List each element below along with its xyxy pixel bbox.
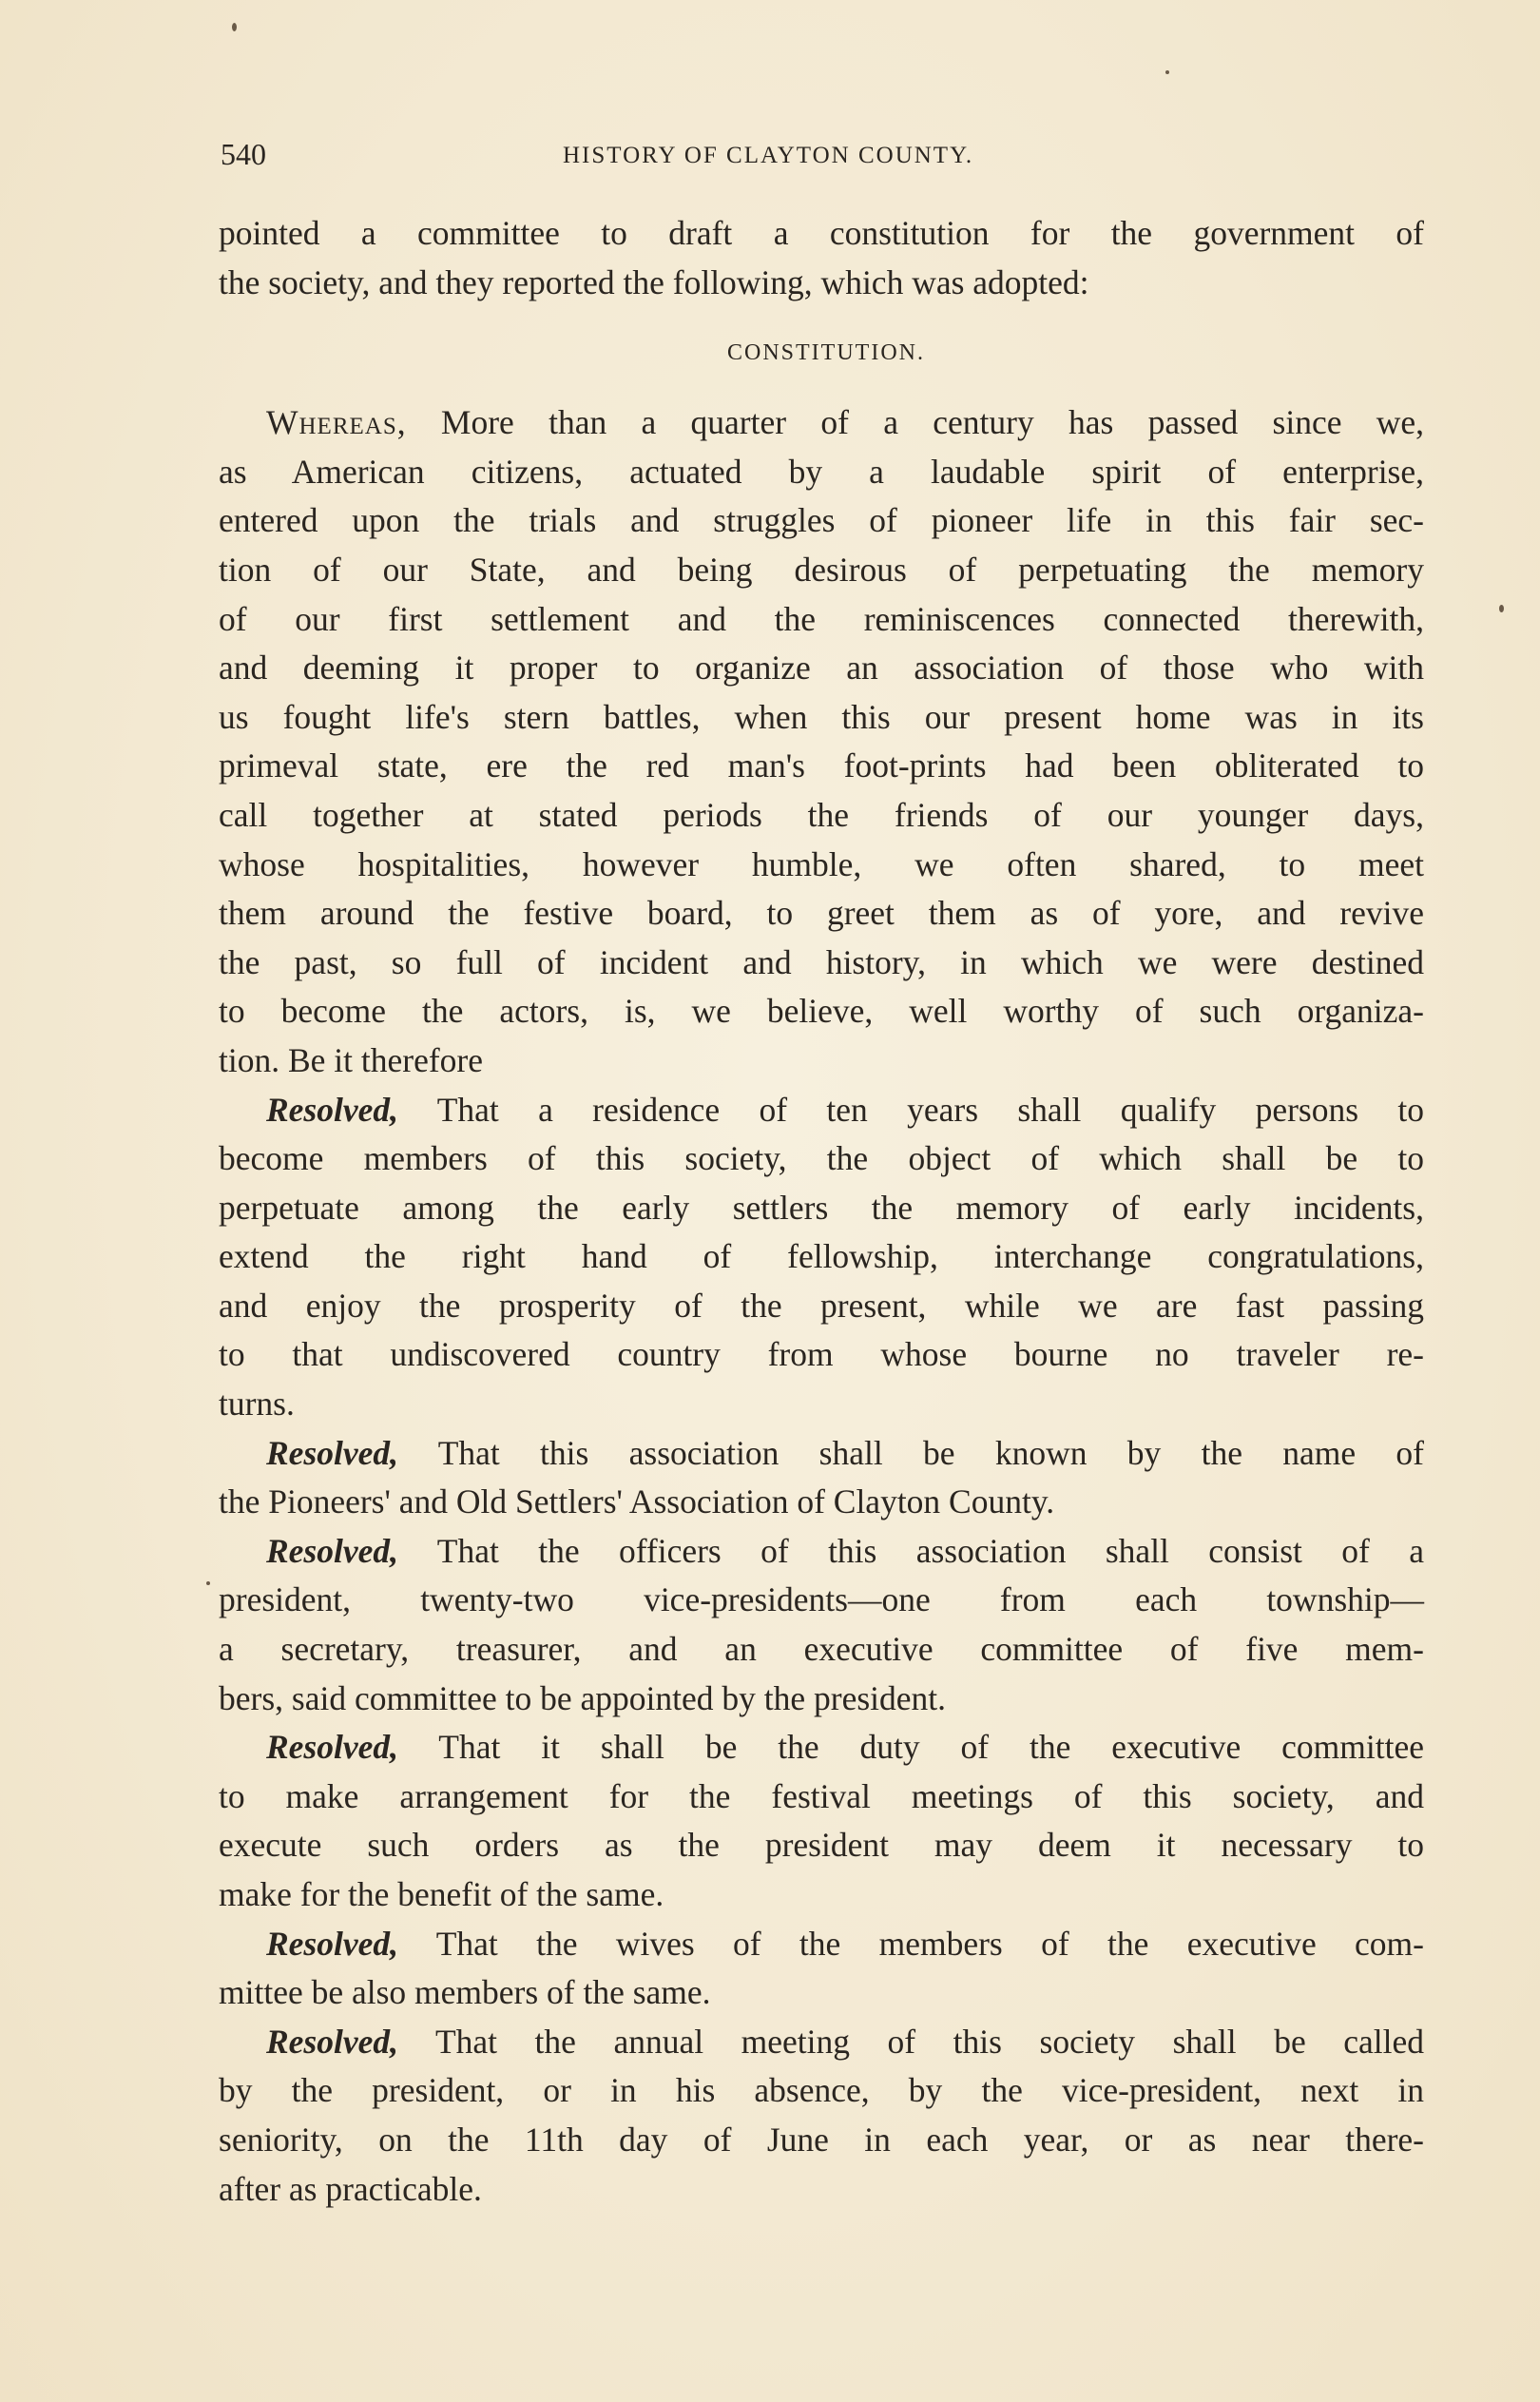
body-text bbox=[219, 209, 1424, 2214]
whereas-first-line-text: More than a quarter of a century has passed since we, bbox=[440, 403, 1425, 442]
whereas-line: of our first settlement and the reminiscences connected therewith, bbox=[219, 599, 1424, 638]
resolution-line: bers, said committee to be appointed by the president. bbox=[219, 1678, 947, 1717]
page-number: 540 bbox=[221, 137, 266, 171]
print-speck bbox=[206, 1581, 210, 1585]
resolution-line: mittee be also members of the same. bbox=[219, 1973, 711, 2012]
resolution-line: to make arrangement for the festival meetings of this society, and bbox=[219, 1776, 1424, 1815]
whereas-line: whose hospitalities, however humble, we often shared, to meet bbox=[219, 844, 1424, 883]
resolution-line: a secretary, treasurer, and an executive committee of five mem- bbox=[219, 1630, 1424, 1669]
whereas-line: tion. Be it therefore bbox=[219, 1040, 483, 1079]
resolution-line: perpetuate among the early settlers the memory of early incidents, bbox=[219, 1188, 1424, 1227]
resolution-line: extend the right hand of fellowship, interchange congratulations, bbox=[219, 1237, 1424, 1276]
print-speck bbox=[232, 23, 237, 31]
resolution-first-line bbox=[219, 2018, 1424, 2067]
resolution-line: and enjoy the prosperity of the present, while we are fast passing bbox=[219, 1286, 1424, 1325]
whereas-line: to become the actors, is, we believe, well worthy of such organiza- bbox=[219, 992, 1424, 1031]
whereas-line: as American citizens, actuated by a laudable spirit of enterprise, bbox=[219, 452, 1424, 491]
whereas-line: call together at stated periods the friends of our younger days, bbox=[219, 795, 1424, 834]
resolution-first-line bbox=[219, 1086, 1424, 1135]
resolution-line: turns. bbox=[219, 1385, 295, 1424]
resolved-label: Resolved, bbox=[266, 1090, 399, 1129]
print-speck bbox=[1499, 605, 1504, 612]
running-head: HISTORY OF CLAYTON COUNTY. bbox=[563, 143, 974, 168]
resolution-line: by the president, or in his absence, by the vice-president, next in bbox=[219, 2071, 1424, 2110]
intro-line: pointed a committee to draft a constitution for the government of bbox=[219, 214, 1424, 252]
resolution-text: That this association shall be known by the name of bbox=[437, 1433, 1424, 1472]
print-speck bbox=[1165, 70, 1169, 74]
whereas-line: entered upon the trials and struggles of pioneer life in this fair sec- bbox=[219, 501, 1424, 540]
resolution-text: That it shall be the duty of the executive committee bbox=[438, 1728, 1424, 1767]
resolution-line: to that undiscovered country from whose bourne no traveler re- bbox=[219, 1335, 1424, 1374]
resolution-line: after as practicable. bbox=[219, 2169, 482, 2208]
whereas-line: tion of our State, and being desirous of perpetuating the memory bbox=[219, 550, 1424, 589]
resolution-line: execute such orders as the president may deem it necessary to bbox=[219, 1826, 1424, 1865]
resolution-line: seniority, on the 11th day of June in each year, or as near there- bbox=[219, 2120, 1424, 2159]
whereas-line: us fought life's stern battles, when this our present home was in its bbox=[219, 697, 1424, 736]
resolution-first-line bbox=[219, 1429, 1424, 1479]
page-header bbox=[221, 133, 1428, 181]
resolved-label: Resolved, bbox=[266, 1433, 399, 1472]
resolved-label: Resolved, bbox=[266, 1531, 399, 1570]
resolution-line: president, twenty-two vice-presidents—one from each township— bbox=[219, 1580, 1424, 1619]
section-heading: CONSTITUTION. bbox=[727, 340, 925, 366]
resolution-first-line bbox=[219, 1527, 1424, 1577]
whereas-line: the past, so full of incident and history, in which we were destined bbox=[219, 942, 1424, 981]
resolution-text: That the officers of this association shall consist of a bbox=[436, 1531, 1425, 1570]
whereas-first-line bbox=[219, 398, 1424, 448]
resolved-label: Resolved, bbox=[266, 1728, 399, 1767]
intro-line: the society, and they reported the following, which was adopted: bbox=[219, 262, 1089, 301]
resolved-label: Resolved, bbox=[266, 1924, 399, 1963]
resolution-text: That the wives of the members of the executive com- bbox=[435, 1924, 1424, 1963]
resolution-line: become members of this society, the object of which shall be to bbox=[219, 1139, 1424, 1178]
whereas-line: primeval state, ere the red man's foot-prints had been obliterated to bbox=[219, 746, 1424, 785]
resolution-line: make for the benefit of the same. bbox=[219, 1875, 664, 1913]
resolved-label: Resolved, bbox=[266, 2022, 399, 2061]
resolution-first-line bbox=[219, 1920, 1424, 1969]
resolution-text: That a residence of ten years shall qualify persons to bbox=[436, 1090, 1424, 1129]
resolution-text: That the annual meeting of this society shall be called bbox=[434, 2022, 1425, 2061]
resolution-line: the Pioneers' and Old Settlers' Association of Clayton County. bbox=[219, 1482, 1055, 1521]
whereas-lead-word: Whereas, bbox=[266, 403, 407, 442]
whereas-line: and deeming it proper to organize an association of those who with bbox=[219, 649, 1424, 688]
resolution-first-line bbox=[219, 1723, 1424, 1772]
whereas-line: them around the festive board, to greet them as of yore, and revive bbox=[219, 894, 1424, 933]
